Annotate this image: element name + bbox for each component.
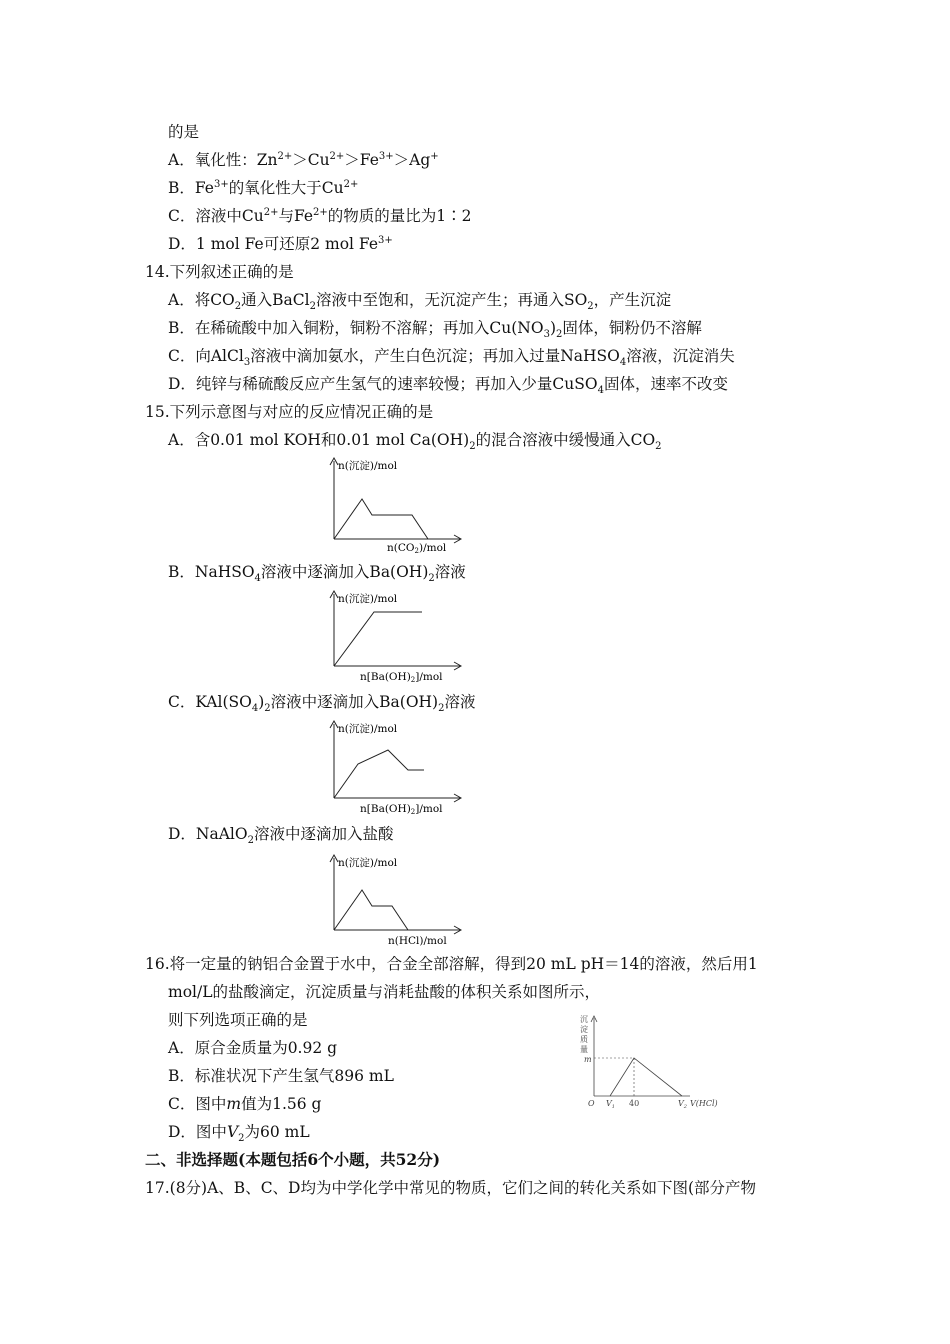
q17-stem: 17.(8分)A、B、C、D均为中学化学中常见的物质，它们之间的转化关系如下图(部分产物 bbox=[145, 1179, 757, 1197]
q16-stem-line3: 则下列选项正确的是 bbox=[168, 1011, 308, 1029]
q16-stem-line2: mol/L的盐酸滴定，沉淀质量与消耗盐酸的体积关系如图所示， bbox=[168, 983, 601, 1001]
q16-graph bbox=[572, 1012, 732, 1112]
q15-graph-b bbox=[320, 588, 470, 684]
q13-option-a: A．氧化性：$Zn^{2+}>Cu^{2+}>Fe^{3+}>Ag^+$ bbox=[168, 150, 439, 169]
q14-option-c: C．向AlCl$_3$溶液中滴加氨水，产生白色沉淀；再加入过量NaHSO$_4$溶液，沉淀消失 bbox=[168, 347, 735, 369]
graph-c-ylabel: n(沉淀)/mol bbox=[338, 723, 398, 735]
q16-m-label: m bbox=[584, 1055, 592, 1064]
q14-option-b: B．在稀硫酸中加入铜粉，铜粉不溶解；再加入$Cu(NO_3)_2$固体，铜粉仍不溶解 bbox=[168, 319, 702, 341]
graph-a-xlabel: n(CO2)/mol bbox=[387, 542, 447, 555]
graph-b-ylabel: n(沉淀)/mol bbox=[338, 593, 398, 605]
q15-option-d: D．NaAlO$_2$溶液中逐滴加入盐酸 bbox=[168, 825, 394, 847]
q13-option-c: C．溶液中$Cu^{2+}$与$Fe^{2+}$的物质的量比为1∶2 bbox=[168, 206, 472, 225]
graph-d-ylabel: n(沉淀)/mol bbox=[338, 857, 398, 869]
q16-v2: $V_2$ bbox=[678, 1099, 687, 1110]
q15-graph-a bbox=[320, 455, 470, 555]
graph-b-xlabel: n[Ba(OH)2]/mol bbox=[360, 671, 443, 684]
q15-graph-d bbox=[320, 852, 470, 948]
q16-ylabel-2: 淀 bbox=[580, 1025, 588, 1034]
q13-stem-tail: 的是 bbox=[168, 123, 200, 141]
q16-v1: $V_1$ bbox=[606, 1099, 615, 1110]
graph-a-ylabel: n(沉淀)/mol bbox=[338, 460, 398, 472]
q16-option-b: B．标准状况下产生氢气896 mL bbox=[168, 1067, 394, 1085]
q16-ylabel-4: 量 bbox=[580, 1045, 588, 1054]
q15-stem: 15.下列示意图与对应的反应情况正确的是 bbox=[145, 403, 434, 421]
q15-option-a: A．含0.01 mol KOH和0.01 mol $Ca(OH)_2$的混合溶液中缓慢通入$CO_2$ bbox=[168, 431, 662, 453]
q16-origin: O bbox=[588, 1099, 595, 1108]
q16-ylabel-3: 质 bbox=[580, 1035, 588, 1044]
q14-option-d: D．纯锌与稀硫酸反应产生氢气的速率较慢；再加入少量CuSO$_4$固体，速率不改变 bbox=[168, 375, 728, 397]
q14-stem: 14.下列叙述正确的是 bbox=[145, 263, 294, 281]
q15-option-b: B．NaHSO$_4$溶液中逐滴加入$Ba(OH)_2$溶液 bbox=[168, 563, 466, 585]
q14-option-a: A．将$CO_2$通入BaCl$_2$溶液中至饱和，无沉淀产生；再通入$SO_2$，产生沉淀 bbox=[168, 291, 672, 313]
q16-option-a: A．原合金质量为0.92 g bbox=[168, 1039, 338, 1057]
q15-graph-c bbox=[320, 718, 470, 816]
q13-option-b: B．$Fe^{3+}$的氧化性大于$Cu^{2+}$ bbox=[168, 178, 359, 197]
q16-option-c: C．图中m值为1.56 g bbox=[168, 1095, 322, 1113]
q16-stem-line1: 16.将一定量的钠铝合金置于水中，合金全部溶解，得到20 mL pH＝14的溶液，然后用1 bbox=[145, 955, 758, 973]
q16-ylabel-1: 沉 bbox=[580, 1015, 588, 1024]
q16-x40: 40 bbox=[629, 1099, 640, 1108]
q16-option-d: D．图中$V_2$为60 mL bbox=[168, 1123, 310, 1145]
section-2-heading: 二、非选择题(本题包括6个小题，共52分) bbox=[145, 1150, 441, 1169]
q15-option-c: C．$KAl(SO_4)_2$溶液中逐滴加入$Ba(OH)_2$溶液 bbox=[168, 693, 476, 715]
graph-c-xlabel: n[Ba(OH)2]/mol bbox=[360, 803, 443, 816]
q13-option-d: D．1 mol Fe可还原2 mol $Fe^{3+}$ bbox=[168, 234, 393, 253]
graph-d-xlabel: n(HCl)/mol bbox=[388, 935, 447, 947]
q16-xlabel: V(HCl) bbox=[690, 1099, 718, 1108]
